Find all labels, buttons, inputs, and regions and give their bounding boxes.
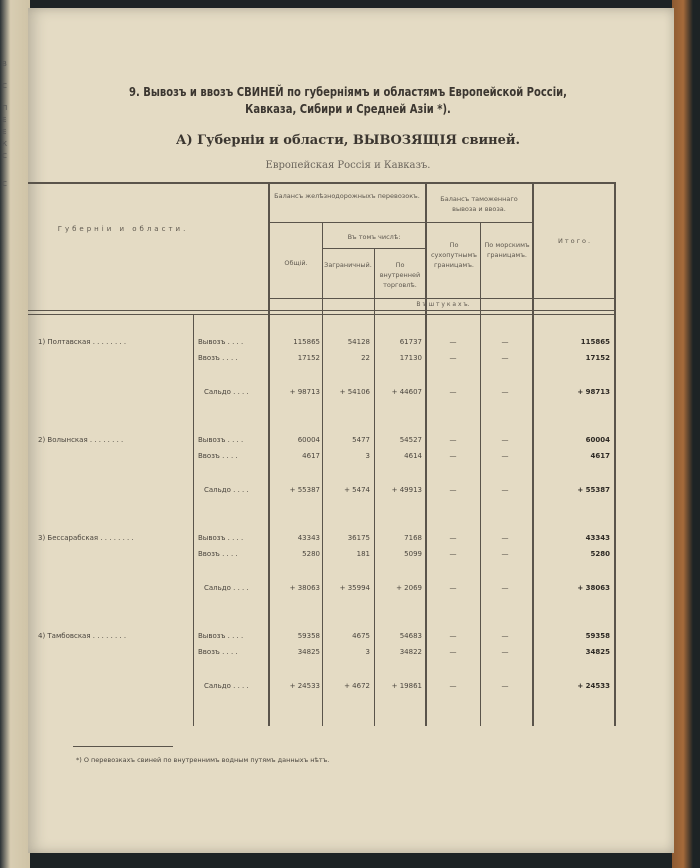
row-type-label: Сальдо . . . . [204, 486, 249, 494]
cell-sea: — [501, 486, 509, 494]
footnote: *) О перевозкахъ свиней по внутреннимъ водным путямъ данныхъ нѣтъ. [76, 756, 330, 764]
table-subtitle: А) Губерніи и области, ВЫВОЗЯЩІЯ свиней. [175, 133, 521, 148]
cell-grand: + 38063 [577, 584, 610, 592]
cell-foreign: 36175 [347, 534, 370, 542]
cell-foreign: + 4672 [344, 682, 370, 690]
cell-total: + 98713 [289, 388, 320, 396]
cell-sea: — [501, 452, 509, 460]
header-customs-land: По сухопутнымъ границамъ. [430, 241, 477, 269]
edge-letter: П [2, 104, 8, 112]
cell-grand: 59358 [585, 632, 610, 640]
edge-letter: С [2, 82, 7, 90]
province-name: 4) Тамбовская . . . . . . . . [38, 632, 127, 640]
cell-land: — [449, 486, 457, 494]
cell-total: 43343 [297, 534, 320, 542]
row-type-label: Вывозъ . . . . [198, 338, 244, 346]
cell-total: + 24533 [289, 682, 320, 690]
cell-foreign: 4675 [352, 632, 370, 640]
cell-foreign: 3 [365, 452, 370, 460]
cell-total: 4617 [302, 452, 320, 460]
customs-subheader-rule [425, 222, 532, 223]
cell-sea: — [501, 648, 509, 656]
col-rule [532, 184, 534, 726]
cell-foreign: 3 [365, 648, 370, 656]
footnote-rule [73, 746, 173, 747]
cell-internal: 5099 [404, 550, 422, 558]
province-name: 1) Полтавская . . . . . . . . [38, 338, 127, 346]
cell-land: — [449, 648, 457, 656]
col-rule [268, 184, 270, 726]
cell-land: — [449, 338, 457, 346]
cell-foreign: 181 [356, 550, 370, 558]
table-top-rule [28, 182, 616, 184]
cell-total: + 55387 [289, 486, 320, 494]
rail-subheader-rule [270, 222, 425, 223]
cell-grand: + 24533 [577, 682, 610, 690]
cell-land: — [449, 584, 457, 592]
header-rail-total: Общій. [284, 259, 308, 267]
header-total: Итого. [557, 237, 593, 245]
left-page-edge [0, 0, 30, 868]
cell-grand: 34825 [585, 648, 610, 656]
header-customs-sea: По морскимъ границамъ. [484, 241, 530, 259]
cell-total: + 38063 [289, 584, 320, 592]
edge-letter: Е [2, 128, 7, 136]
cell-grand: 60004 [585, 436, 610, 444]
header-rail-foreign: Заграничный. [324, 261, 372, 269]
cell-grand: + 98713 [577, 388, 610, 396]
row-type-label: Вывозъ . . . . [198, 534, 244, 542]
header-rail: Балансъ желѣзнодорожныхъ перевозокъ. [274, 192, 420, 200]
cell-internal: 34822 [399, 648, 422, 656]
cell-sea: — [501, 338, 509, 346]
cell-grand: 115865 [580, 338, 610, 346]
cell-total: 59358 [297, 632, 320, 640]
cell-total: 34825 [297, 648, 320, 656]
cell-sea: — [501, 388, 509, 396]
col-rule [614, 184, 616, 726]
cell-internal: 54527 [399, 436, 422, 444]
cell-internal: 54683 [399, 632, 422, 640]
unit-row: В ъ ш т у к а х ъ. [416, 301, 470, 308]
row-type-label: Ввозъ . . . . [198, 354, 238, 362]
document-page [28, 8, 674, 853]
book-cover-edge [672, 0, 700, 868]
cell-foreign: 5477 [352, 436, 370, 444]
cell-internal: 4614 [404, 452, 422, 460]
cell-internal: + 2069 [396, 584, 422, 592]
cell-land: — [449, 354, 457, 362]
edge-letter: С [2, 152, 7, 160]
row-type-label: Вывозъ . . . . [198, 632, 244, 640]
cell-grand: 17152 [585, 354, 610, 362]
row-type-label: Ввозъ . . . . [198, 452, 238, 460]
cell-internal: 61737 [399, 338, 422, 346]
cell-land: — [449, 534, 457, 542]
province-name: 2) Волынская . . . . . . . . [38, 436, 124, 444]
cell-sea: — [501, 682, 509, 690]
row-type-label: Вывозъ . . . . [198, 436, 244, 444]
cell-sea: — [501, 632, 509, 640]
cell-grand: 43343 [585, 534, 610, 542]
cell-internal: + 19861 [391, 682, 422, 690]
edge-letter: К [2, 140, 7, 148]
col-rule [425, 184, 427, 726]
cell-grand: 5280 [590, 550, 610, 558]
edge-letter: Е [2, 116, 7, 124]
cell-total: 115865 [293, 338, 320, 346]
cell-sea: — [501, 550, 509, 558]
cell-land: — [449, 452, 457, 460]
cell-land: — [449, 682, 457, 690]
data-table [28, 8, 674, 853]
cell-land: — [449, 632, 457, 640]
cell-foreign: + 54106 [339, 388, 370, 396]
header-rail-internal: По внутренней торговлѣ. [379, 261, 421, 289]
row-type-label: Сальдо . . . . [204, 682, 249, 690]
cell-total: 5280 [302, 550, 320, 558]
province-name: 3) Бессарабская . . . . . . . . [38, 534, 134, 542]
cell-land: — [449, 550, 457, 558]
cell-sea: — [501, 584, 509, 592]
cell-land: — [449, 436, 457, 444]
row-type-label: Ввозъ . . . . [198, 550, 238, 558]
section-heading: Европейская Россія и Кавказъ. [265, 160, 431, 171]
cell-sea: — [501, 534, 509, 542]
header-customs: Балансъ таможеннаго вывоза и ввоза. [440, 195, 518, 213]
row-type-label: Ввозъ . . . . [198, 648, 238, 656]
cell-internal: + 49913 [391, 486, 422, 494]
header-rail-of-which: Въ томъ числѣ: [347, 233, 401, 241]
cell-land: — [449, 388, 457, 396]
header-provinces: Губерніи и области. [57, 225, 189, 233]
cell-sea: — [501, 354, 509, 362]
row-type-label: Сальдо . . . . [204, 388, 249, 396]
cell-sea: — [501, 436, 509, 444]
cell-total: 60004 [297, 436, 320, 444]
col-rule [480, 222, 481, 726]
cell-internal: 17130 [399, 354, 422, 362]
cell-foreign: 22 [361, 354, 370, 362]
cell-foreign: + 35994 [339, 584, 370, 592]
edge-letter: С [2, 180, 7, 188]
table-title: 9. Вывозъ и ввозъ СВИНЕЙ по губерніямъ и областямъ Европейской Россіи, Кавказа, Сибири и Средней Азіи *). [129, 84, 567, 116]
cell-grand: + 55387 [577, 486, 610, 494]
cell-foreign: + 5474 [344, 486, 370, 494]
row-type-label: Сальдо . . . . [204, 584, 249, 592]
cell-foreign: 54128 [347, 338, 370, 346]
cell-grand: 4617 [590, 452, 610, 460]
col-rule [193, 314, 194, 726]
cell-internal: + 44607 [391, 388, 422, 396]
edge-letter: В [2, 60, 7, 68]
cell-internal: 7168 [404, 534, 422, 542]
cell-total: 17152 [297, 354, 320, 362]
